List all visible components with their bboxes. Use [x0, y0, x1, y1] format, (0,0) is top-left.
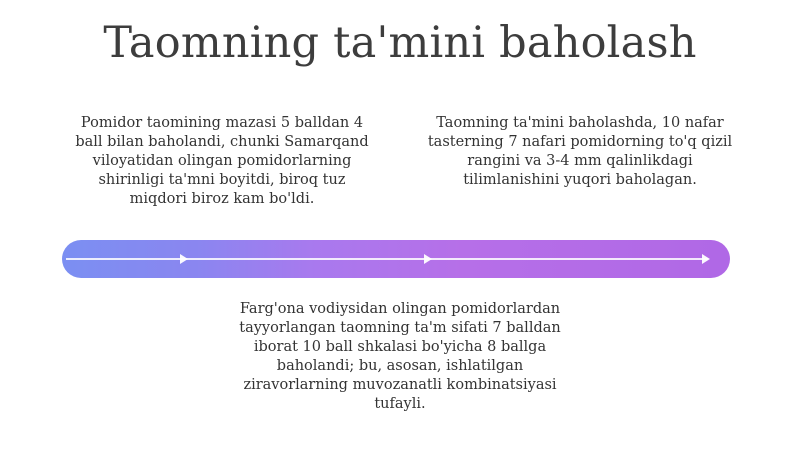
- text-block-bottom: Farg'ona vodiysidan olingan pomidorlardan tayyorlangan taomning ta'm sifati 7 balldan iborat 10 ball shkalasi bo'yicha 8 ballga baholandi; bu, asosan, ishlatilgan ziravorlarning muvozanatli kombinatsiyasi tufayli.: [239, 301, 561, 412]
- text-block-top-left: Pomidor taomining mazasi 5 balldan 4 ball bilan baholandi, chunki Samarqand viloyatidan olingan pomidorlarning shirinligi ta'mni boyitdi, biroq tuz miqdori biroz kam bo'ldi.: [75, 115, 369, 207]
- timeline-line: [66, 258, 708, 260]
- page-title: Taomning ta'mini baholash: [103, 18, 697, 68]
- arrow-right-icon: [424, 254, 432, 264]
- arrow-right-icon: [180, 254, 188, 264]
- timeline-bar: [62, 240, 730, 278]
- text-block-top-right: Taomning ta'mini baholashda, 10 nafar tasterning 7 nafari pomidorning to'q qizil rangini va 3-4 mm qalinlikdagi tilimlanishini yuqori baholagan.: [427, 115, 733, 188]
- arrow-right-icon: [702, 254, 710, 264]
